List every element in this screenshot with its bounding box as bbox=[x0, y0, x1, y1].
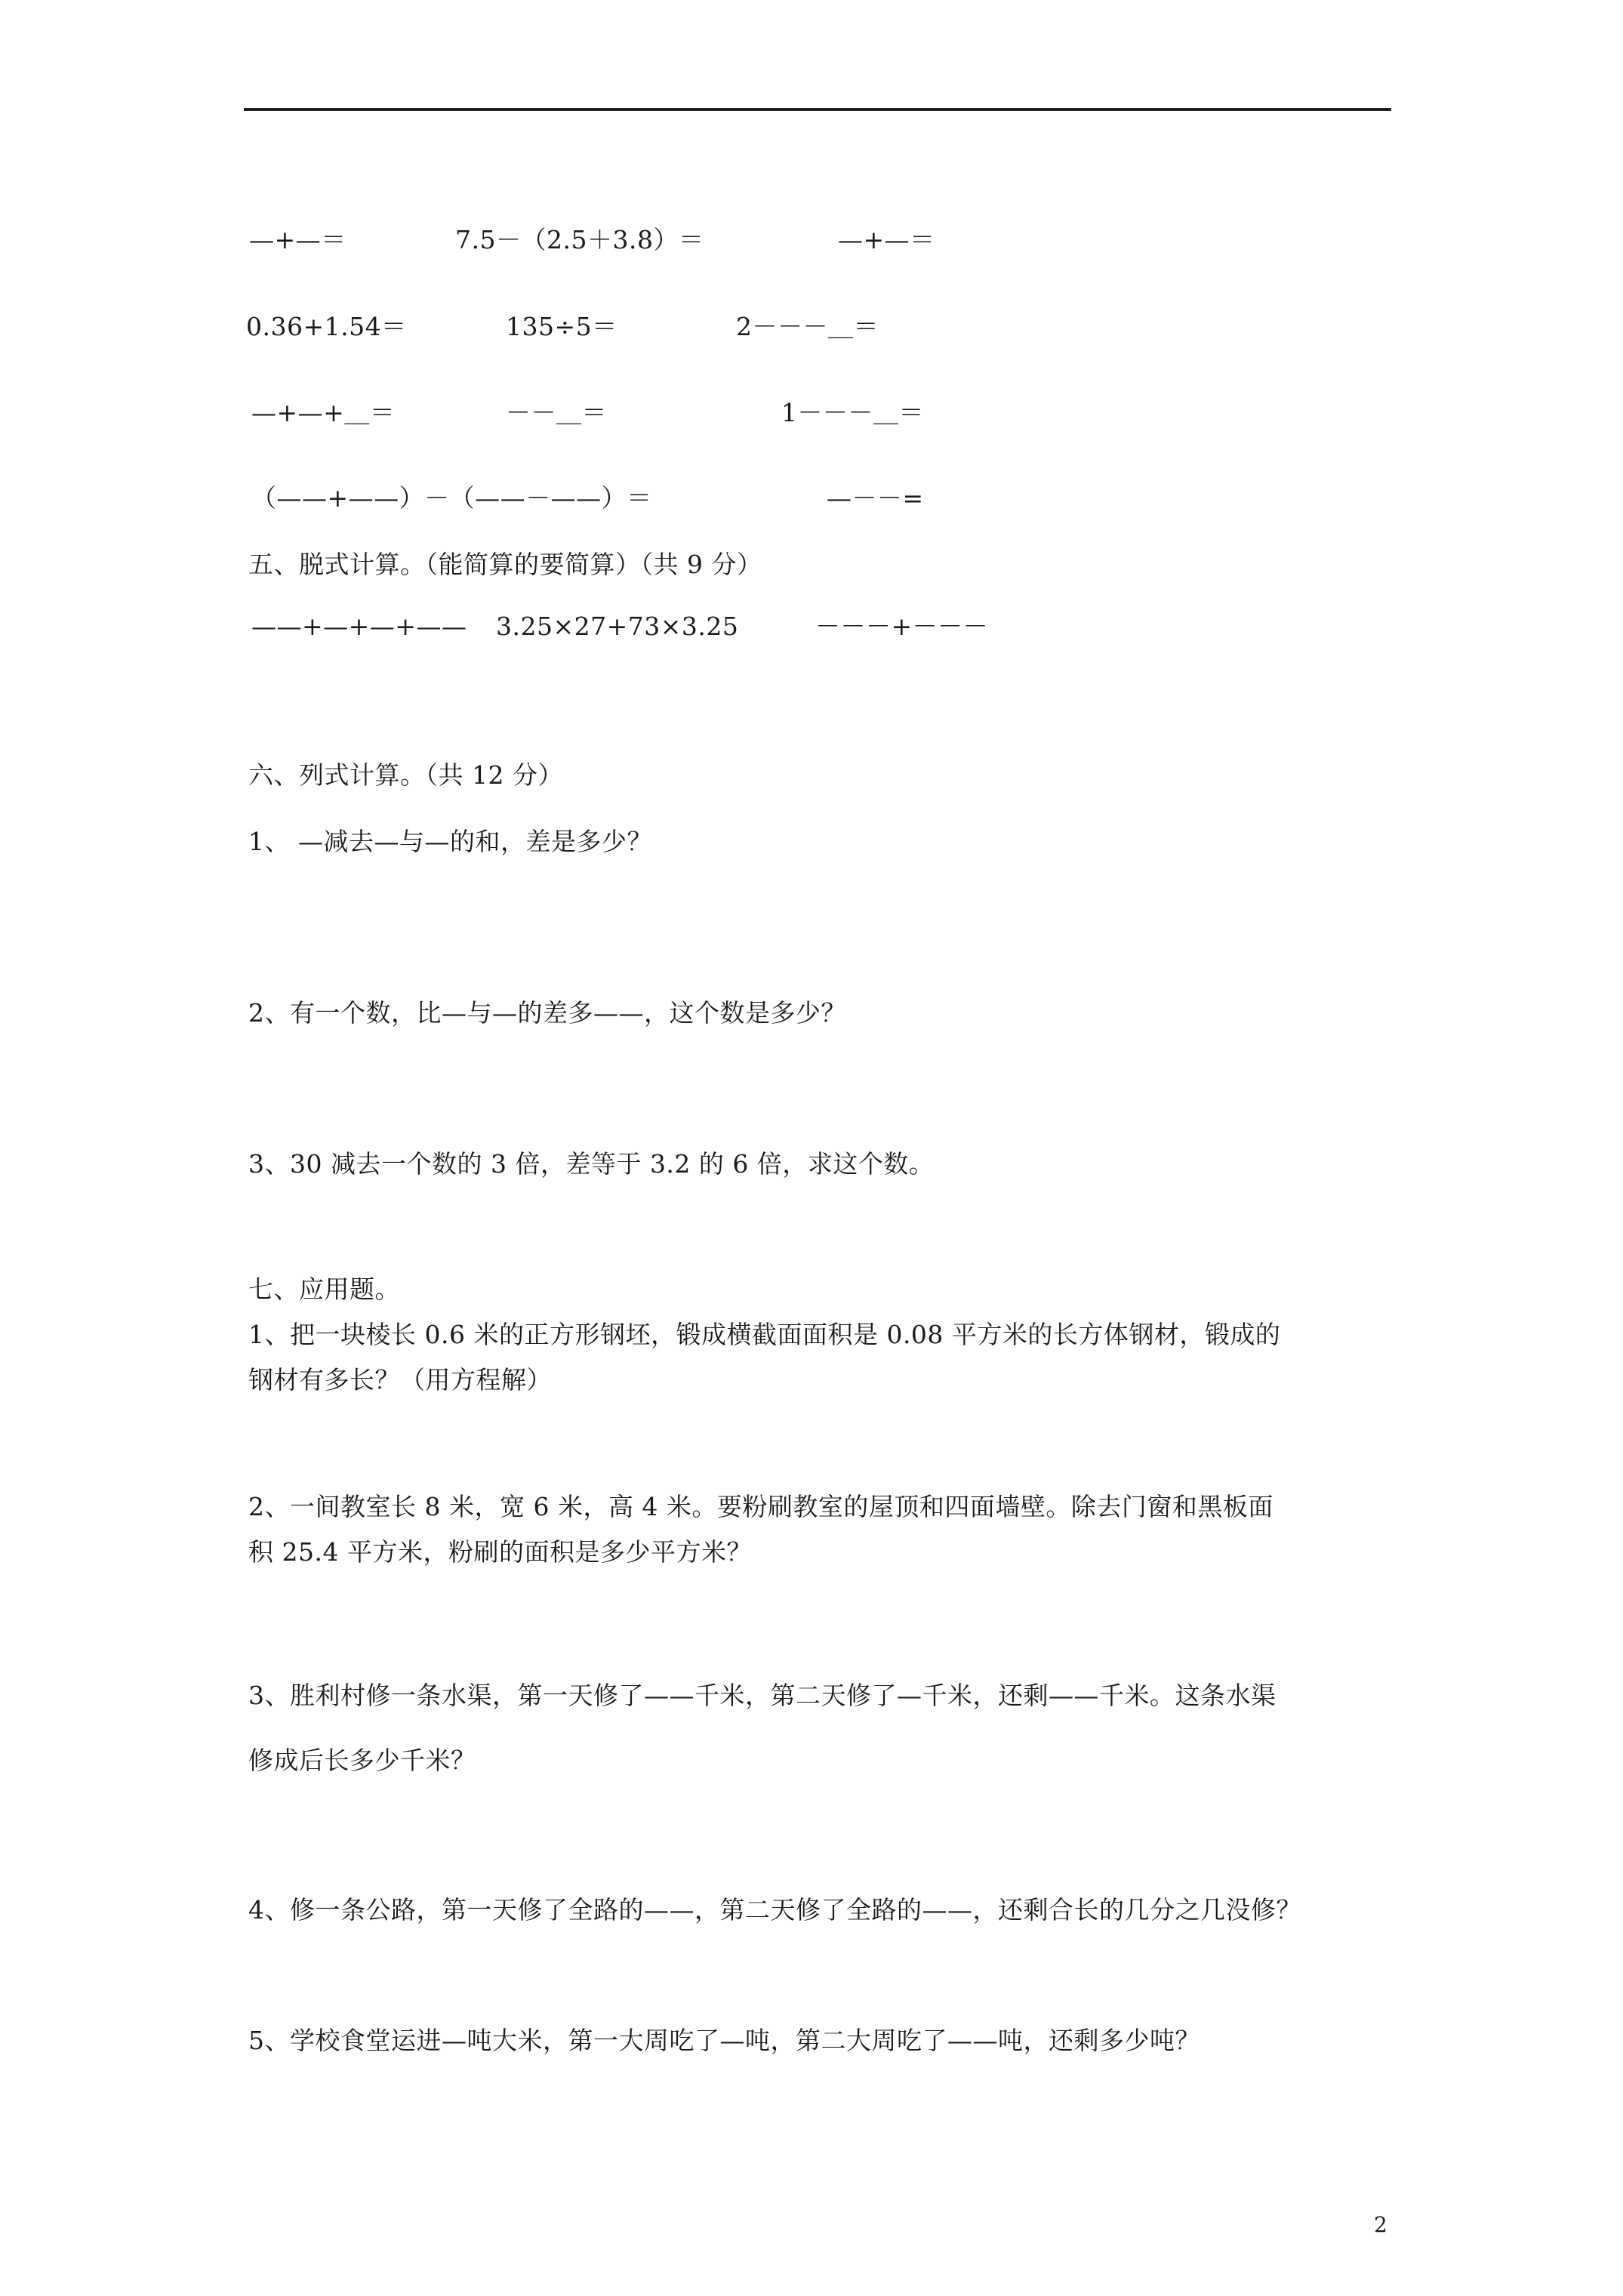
section7-question-4: 4、修一条公路，第一天修了全路的——，第二天修了全路的——，还剩合长的几分之几没修？ bbox=[248, 1895, 1301, 1925]
section5-item-3: －－－+－－－ bbox=[815, 612, 989, 641]
section6-question-3: 3、30 减去一个数的 3 倍，差等于 3.2 的 6 倍，求这个数。 bbox=[248, 1149, 935, 1179]
section7-question-3-line-2: 修成后长多少千米？ bbox=[248, 1746, 476, 1775]
section6-heading: 六、列式计算。（共 12 分） bbox=[248, 760, 563, 790]
section7-question-2-line-1: 2、一间教室长 8 米，宽 6 米，高 4 米。要粉刷教室的屋顶和四面墙壁。除去门窗和黑板面 bbox=[248, 1492, 1273, 1521]
calc-r2-c2: 135÷5＝ bbox=[506, 312, 617, 341]
section5-item-1: ——+—+—+—— bbox=[251, 612, 467, 641]
calc-r4-c3: —－－= bbox=[827, 483, 924, 513]
calc-r1-c3: —+—＝ bbox=[838, 225, 935, 254]
page-number: 2 bbox=[1374, 2212, 1387, 2237]
calc-r3-c1: —+—+＿＝ bbox=[251, 398, 396, 427]
calc-r1-c1: —+—＝ bbox=[249, 225, 346, 254]
section5-heading: 五、脱式计算。（能简算的要简算）（共 9 分） bbox=[248, 550, 762, 579]
calc-r2-c1: 0.36+1.54＝ bbox=[246, 312, 407, 341]
section7-question-2-line-2: 积 25.4 平方米，粉刷的面积是多少平方米？ bbox=[248, 1537, 752, 1567]
calc-r3-c3: 1－－－＿＝ bbox=[781, 398, 924, 427]
section6-question-1: 1、 —减去—与—的和，差是多少？ bbox=[248, 827, 652, 856]
section6-question-2: 2、有一个数，比—与—的差多——，这个数是多少？ bbox=[248, 998, 846, 1028]
section7-question-1-line-2: 钢材有多长？（用方程解） bbox=[248, 1365, 552, 1395]
section5-item-2: 3.25×27+73×3.25 bbox=[496, 612, 739, 641]
calc-r4-c1: （——+——）－（——－——）＝ bbox=[251, 483, 652, 513]
section7-question-3-line-1: 3、胜利村修一条水渠，第一天修了——千米，第二天修了—千米，还剩——千米。这条水渠 bbox=[248, 1681, 1277, 1710]
calc-r1-c2: 7.5－（2.5＋3.8）＝ bbox=[455, 225, 704, 254]
section7-heading: 七、应用题。 bbox=[248, 1274, 400, 1304]
calc-r3-c2: －－＿＝ bbox=[506, 398, 607, 427]
header-rule bbox=[244, 108, 1391, 111]
section7-question-1-line-1: 1、把一块棱长 0.6 米的正方形钢坯，锻成横截面面积是 0.08 平方米的长方体钢材，锻成的 bbox=[248, 1320, 1281, 1349]
section7-question-5: 5、学校食堂运进—吨大米，第一大周吃了—吨，第二大周吃了——吨，还剩多少吨？ bbox=[248, 2026, 1200, 2055]
calc-r2-c3: 2－－－＿＝ bbox=[736, 312, 879, 341]
